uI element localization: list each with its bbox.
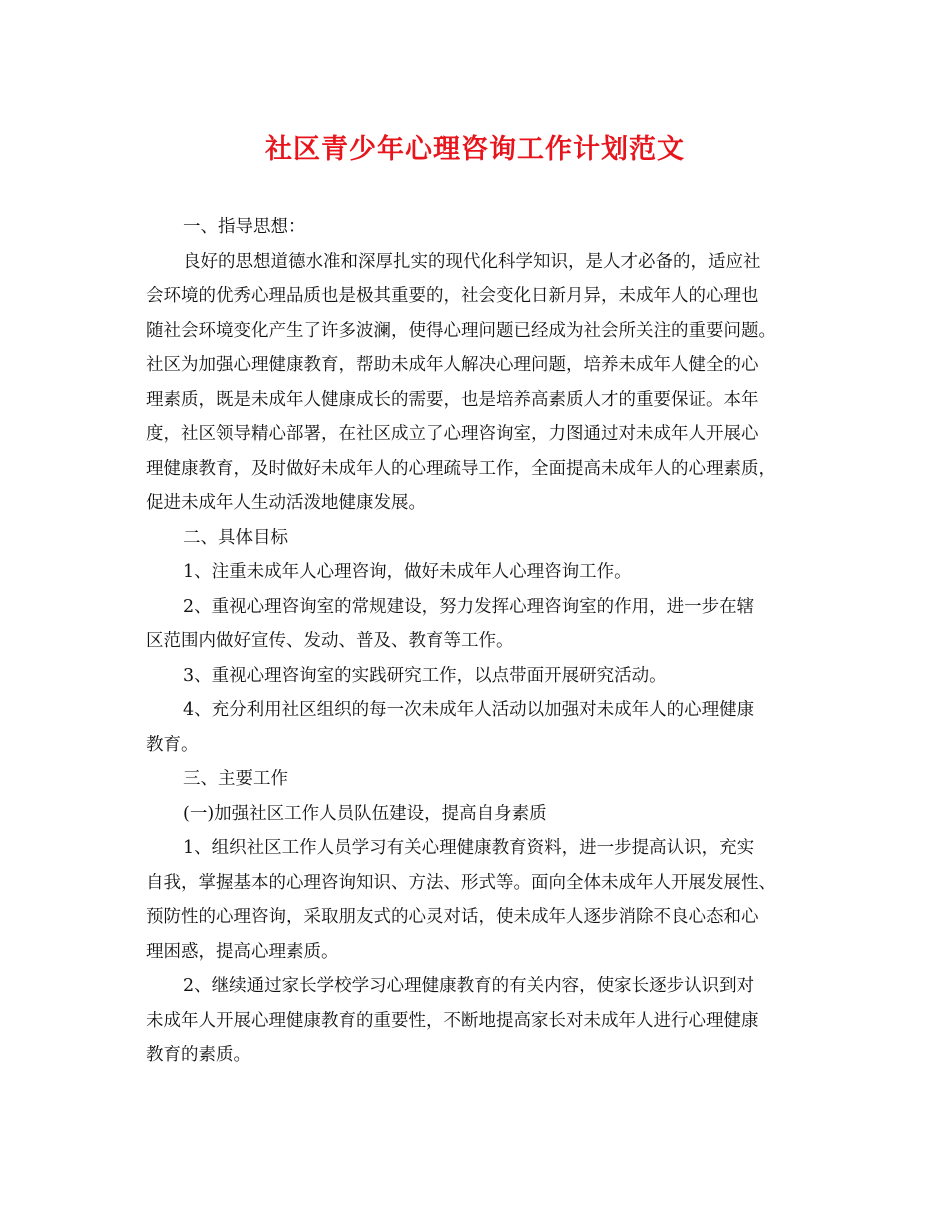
paragraph-line: 理健康教育，及时做好未成年人的心理疏导工作，全面提高未成年人的心理素质， (146, 458, 776, 479)
paragraph-line: 预防性的心理咨询，采取朋友式的心灵对话，使未成年人逐步消除不良心态和心 (146, 907, 759, 927)
paragraph-line: 区范围内做好宣传、发动、普及、教育等工作。 (146, 631, 514, 651)
paragraph-line: 教育。 (146, 734, 199, 755)
heading-specific-goals: 二、具体目标 (183, 527, 288, 548)
goal-item: 4、充分利用社区组织的每一次未成年人活动以加强对未成年人的心理健康 (183, 700, 755, 720)
paragraph-line: 会环境的优秀心理品质也是极其重要的，社会变化日新月异，未成年人的心理也 (146, 286, 759, 306)
paragraph-line: 度，社区领导精心部署，在社区成立了心理咨询室，力图通过对未成年人开展心 (146, 424, 759, 444)
paragraph-line: 随社会环境变化产生了许多波澜，使得心理问题已经成为社会所关注的重要问题。 (146, 320, 776, 341)
paragraph-line: 社区为加强心理健康教育，帮助未成年人解决心理问题，培养未成年人健全的心 (146, 355, 759, 375)
paragraph-line: 理困惑，提高心理素质。 (146, 941, 339, 962)
work-item: 1、组织社区工作人员学习有关心理健康教育资料，进一步提高认识，充实 (183, 838, 755, 858)
paragraph-line: 未成年人开展心理健康教育的重要性，不断地提高家长对未成年人进行心理健康 (146, 1010, 759, 1031)
goal-item: 1、注重未成年人心理咨询，做好未成年人心理咨询工作。 (183, 562, 632, 582)
document-title: 社区青少年心理咨询工作计划范文 (265, 134, 685, 165)
paragraph-line: 理素质，既是未成年人健康成长的需要，也是培养高素质人才的重要保证。本年 (146, 389, 759, 410)
heading-guiding-thought: 一、指导思想： (183, 217, 306, 237)
subheading-team-building: (一)加强社区工作人员队伍建设，提高自身素质 (183, 803, 547, 824)
paragraph-line: 教育的素质。 (146, 1045, 251, 1065)
paragraph-line: 促进未成年人生动活泼地健康发展。 (146, 493, 426, 513)
paragraph-line: 良好的思想道德水准和深厚扎实的现代化科学知识，是人才必备的，适应社 (183, 251, 761, 272)
work-item: 2、继续通过家长学校学习心理健康教育的有关内容，使家长逐步认识到对 (183, 976, 755, 996)
goal-item: 3、重视心理咨询室的实践研究工作，以点带面开展研究活动。 (183, 665, 667, 686)
heading-main-work: 三、主要工作 (183, 769, 288, 789)
document-body (146, 210, 812, 1073)
goal-item: 2、重视心理咨询室的常规建设，努力发挥心理咨询室的作用，进一步在辖 (183, 596, 755, 617)
paragraph-line: 自我，掌握基本的心理咨询知识、方法、形式等。面向全体未成年人开展发展性、 (146, 872, 776, 893)
